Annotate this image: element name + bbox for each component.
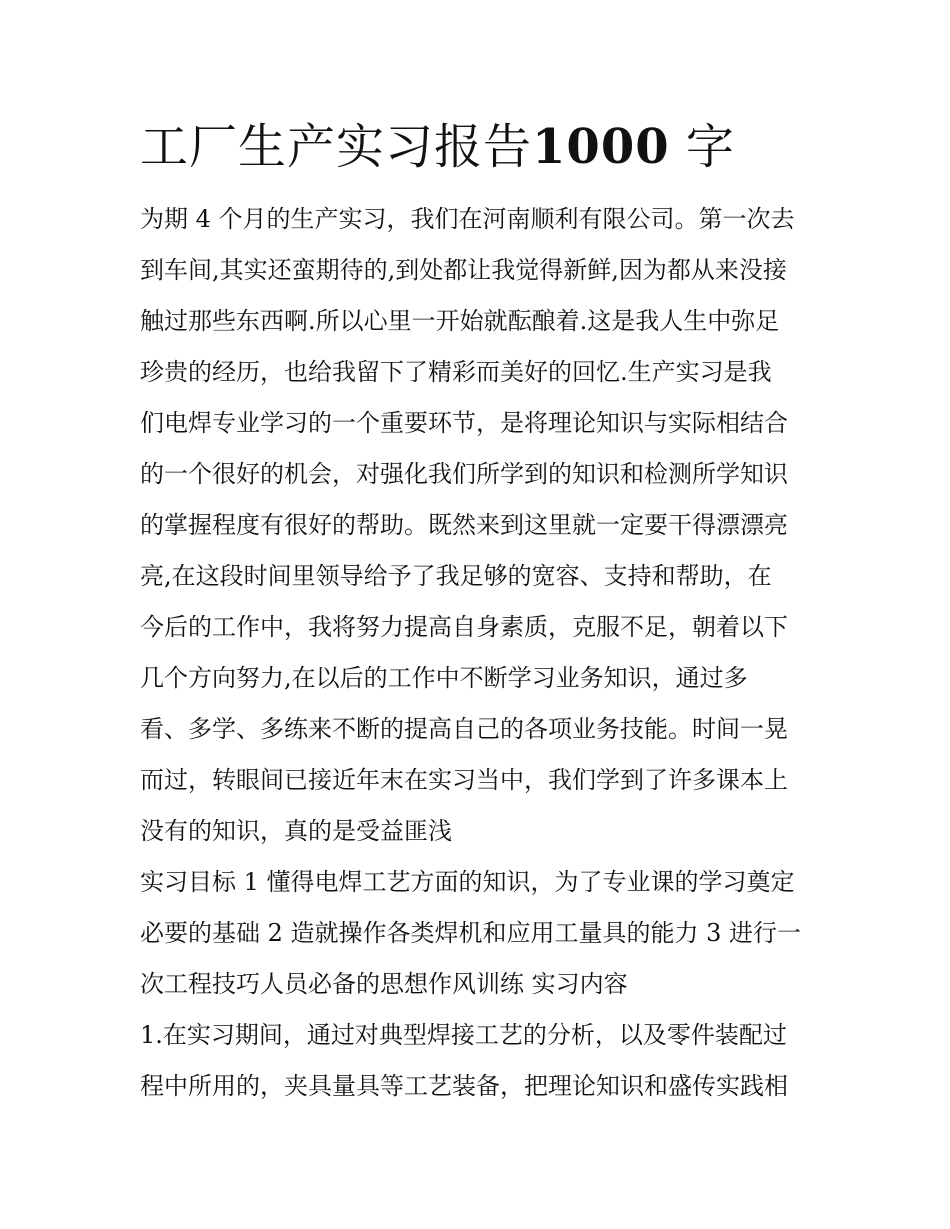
body-line: 没有的知识，真的是受益匪浅: [140, 817, 452, 845]
body-line: 为期 4 个月的生产实习，我们在河南顺利有限公司。第一次去: [140, 205, 795, 233]
body-line: 看、多学、多练来不断的提高自己的各项业务技能。时间一晃: [140, 715, 788, 743]
body-line: 触过那些东西啊.所以心里一开始就酝酿着.这是我人生中弥足: [140, 307, 780, 335]
document-title: [140, 112, 735, 182]
body-line: 而过，转眼间已接近年末在实习当中，我们学到了许多课本上: [140, 766, 788, 794]
body-line: 珍贵的经历，也给我留下了精彩而美好的回忆.生产实习是我: [140, 358, 772, 386]
body-line: 今后的工作中，我将努力提高自身素质，克服不足，朝着以下: [140, 613, 788, 641]
body-line: 亮,在这段时间里领导给予了我足够的宽容、支持和帮助，在: [140, 562, 772, 590]
body-line: 程中所用的，夹具量具等工艺装备，把理论知识和盛传实践相: [140, 1072, 788, 1100]
body-line: 的一个很好的机会，对强化我们所学到的知识和检测所学知识: [140, 460, 788, 488]
body-line: 几个方向努力,在以后的工作中不断学习业务知识，通过多: [140, 664, 748, 692]
title-number: 1000: [532, 119, 670, 175]
title-text: 工厂生产实习报告: [140, 119, 533, 175]
body-line: 到车间,其实还蛮期待的,到处都让我觉得新鲜,因为都从来没接: [140, 256, 787, 284]
body-line: 们电焊专业学习的一个重要环节，是将理论知识与实际相结合: [140, 409, 788, 437]
body-line: 1.在实习期间，通过对典型焊接工艺的分析，以及零件装配过: [140, 1021, 787, 1049]
title-suffix: 字: [685, 119, 735, 175]
body-line: 次工程技巧人员必备的思想作风训练 实习内容: [140, 970, 628, 998]
body-line: 必要的基础 2 造就操作各类焊机和应用工量具的能力 3 进行一: [140, 919, 802, 947]
body-line: 的掌握程度有很好的帮助。既然来到这里就一定要干得漂漂亮: [140, 511, 788, 539]
body-line: 实习目标 1 懂得电焊工艺方面的知识，为了专业课的学习奠定: [140, 868, 795, 896]
